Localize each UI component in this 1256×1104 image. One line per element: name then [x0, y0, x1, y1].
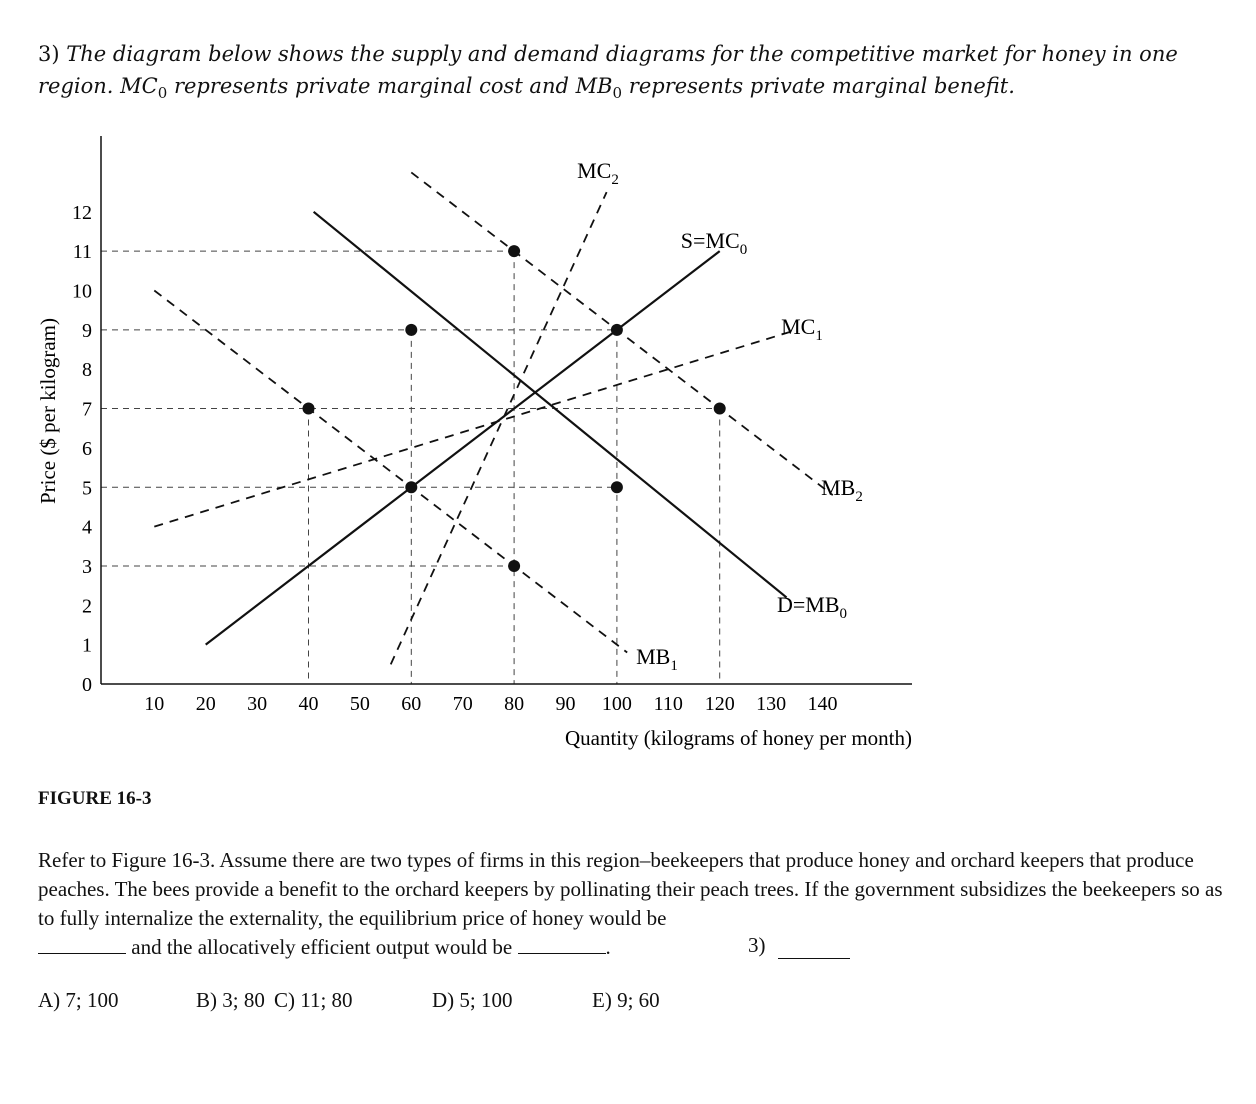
curve-s-mc0: [206, 251, 720, 645]
curve-label-mc2: $MC_2$: [577, 158, 619, 188]
x-tick-label: 20: [195, 693, 216, 715]
equilibrium-point: [508, 245, 520, 257]
y-axis-title: Price ($ per kilogram): [36, 317, 60, 505]
y-tick-label: 6: [82, 437, 92, 460]
x-tick-label: 10: [144, 693, 165, 715]
x-axis-title: Quantity (kilograms of honey per month): [564, 726, 912, 750]
x-tick-label: 130: [756, 693, 787, 715]
curve-mc2: [391, 192, 607, 664]
x-tick-label: 100: [601, 693, 632, 715]
x-tick-label: 70: [452, 693, 473, 715]
choice-b[interactable]: B) 3; 80: [196, 988, 265, 1012]
y-tick-label: 5: [82, 477, 92, 500]
equilibrium-point: [611, 324, 623, 336]
x-tick-label: 40: [298, 693, 319, 715]
question-part3: represents private marginal benefit.: [628, 74, 1015, 98]
question-part1: The diagram below shows the supply and demand diagrams for the competitive market for honey in one region. MC: [38, 42, 1178, 98]
y-tick-label: 12: [72, 201, 92, 224]
blank-price: [38, 935, 126, 954]
question-number: 3): [38, 42, 60, 66]
curve-label-mb1: $MB_1$: [636, 644, 678, 674]
question-prompt: [38, 846, 1228, 962]
curve-mc1: [154, 330, 797, 527]
x-tick-label: 60: [401, 693, 422, 715]
blank-output: [518, 935, 606, 954]
y-tick-label: 11: [72, 241, 92, 264]
mc0-subscript: 0: [157, 84, 168, 103]
x-tick-label: 80: [504, 693, 525, 715]
curve-label-s-mc0: $S=MC_0$: [680, 228, 748, 258]
equilibrium-point: [714, 403, 726, 415]
prompt-text-2: and the allocatively efficient output would be: [131, 935, 513, 959]
x-tick-label: 50: [349, 693, 370, 715]
y-tick-label: 2: [82, 595, 92, 618]
x-tick-label: 120: [704, 693, 735, 715]
curve-mb1: [154, 291, 627, 653]
curve-mb2: [411, 172, 832, 495]
question-part2: represents private marginal cost and MB: [173, 74, 613, 98]
x-tick-label: 110: [653, 693, 683, 715]
y-tick-label: 10: [72, 280, 92, 303]
equilibrium-point: [508, 560, 520, 572]
y-tick-label: 9: [82, 319, 92, 342]
y-tick-label: 3: [82, 555, 92, 578]
y-tick-label: 4: [82, 516, 92, 539]
answer-blank[interactable]: [778, 958, 850, 959]
equilibrium-point: [303, 403, 315, 415]
figure-label: FIGURE 16-3: [38, 788, 152, 809]
choice-c[interactable]: C) 11; 80: [274, 988, 353, 1012]
choice-d[interactable]: D) 5; 100: [432, 988, 513, 1012]
prompt-text-3: .: [605, 935, 611, 959]
equilibrium-point: [405, 481, 417, 493]
curve-label-d-mb0: $D=MB_0$: [776, 592, 848, 622]
x-tick-label: 30: [247, 693, 268, 715]
curve-label-mc1: $MC_1$: [781, 314, 823, 344]
y-tick-label: 8: [82, 359, 92, 382]
y-tick-label: 0: [82, 674, 92, 696]
y-tick-label: 1: [82, 634, 92, 657]
x-tick-label: 90: [555, 693, 576, 715]
x-tick-label: 140: [807, 693, 838, 715]
equilibrium-point: [405, 324, 417, 336]
prompt-text-1: Refer to Figure 16-3. Assume there are two types of firms in this region–beekeepers that produce honey and orchard keepers that produce peaches. The bees provide a benefit to the orchard keepers by pollinating their peach trees. If the government subsidizes the beekeepers so as to fully internalize the externality, the equilibrium price of honey would be: [38, 848, 1223, 930]
y-tick-label: 7: [82, 398, 92, 421]
mb0-subscript: 0: [612, 84, 623, 103]
curve-label-mb2: $MB_2$: [821, 475, 863, 505]
choice-e[interactable]: E) 9; 60: [592, 988, 660, 1012]
choice-a[interactable]: A) 7; 100: [38, 988, 119, 1012]
equilibrium-point: [611, 481, 623, 493]
answer-number: 3): [748, 933, 766, 957]
